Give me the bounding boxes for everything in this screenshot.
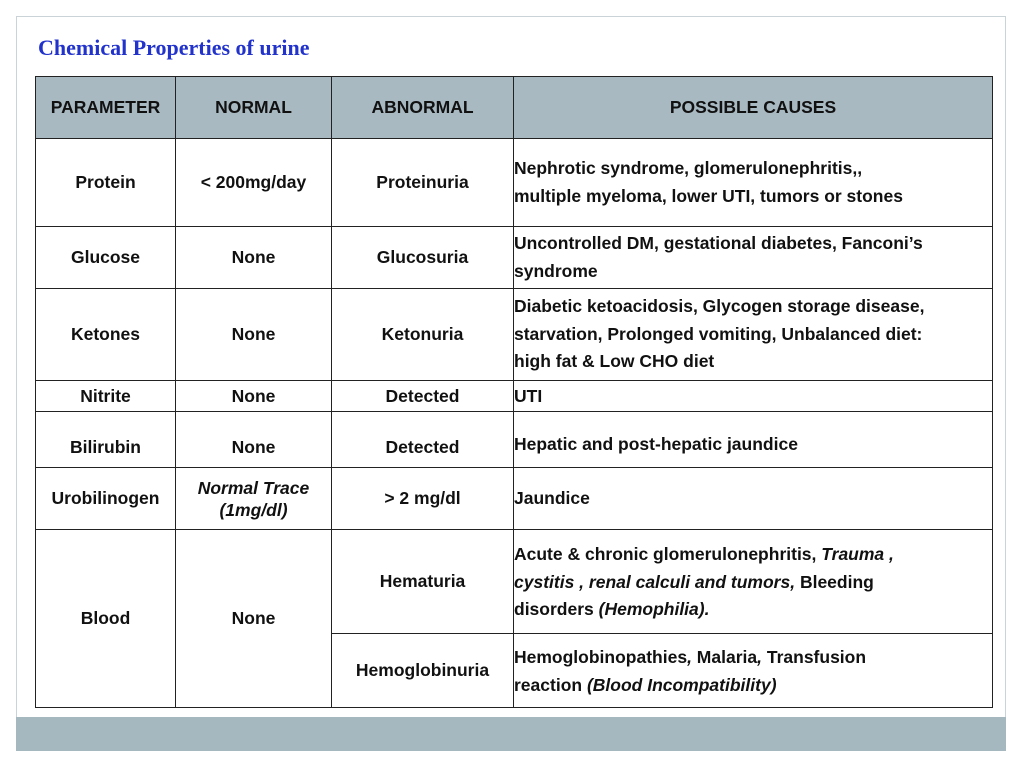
table-row-blood-hematuria	[36, 530, 993, 634]
param-protein: Protein	[36, 139, 176, 227]
causes-hematuria	[514, 530, 993, 634]
param-nitrite: Nitrite	[36, 381, 176, 412]
urine-properties-table	[35, 76, 993, 708]
table-row-bilirubin	[36, 412, 993, 468]
header-possible-causes: POSSIBLE CAUSES	[514, 77, 993, 139]
normal-protein: < 200mg/day	[176, 139, 332, 227]
cause-line: Nephrotic syndrome, glomerulonephritis,,	[514, 158, 863, 178]
abnormal-bilirubin: Detected	[332, 412, 514, 468]
normal-ketones: None	[176, 289, 332, 381]
cause-text-italic: ,	[757, 647, 762, 667]
causes-nitrite: UTI	[514, 381, 993, 412]
cause-text: Bleeding	[795, 571, 874, 592]
param-ketones: Ketones	[36, 289, 176, 381]
cause-text-italic: Trauma ,	[821, 544, 894, 565]
causes-ketones	[514, 289, 993, 381]
abnormal-hemoglobinuria: Hemoglobinuria	[332, 634, 514, 708]
cause-text-italic: (Hemophilia).	[598, 599, 710, 620]
cause-line	[514, 569, 992, 597]
normal-line: (1mg/dl)	[219, 499, 288, 520]
abnormal-urobilinogen: > 2 mg/dl	[332, 468, 514, 530]
header-abnormal: ABNORMAL	[332, 77, 514, 139]
cause-line	[514, 644, 992, 672]
normal-bilirubin: None	[176, 412, 332, 468]
cause-line: multiple myeloma, lower UTI, tumors or stones	[514, 185, 903, 206]
abnormal-protein: Proteinuria	[332, 139, 514, 227]
abnormal-ketones: Ketonuria	[332, 289, 514, 381]
table-row-protein	[36, 139, 993, 227]
cause-line: starvation, Prolonged vomiting, Unbalanced diet:	[514, 323, 923, 344]
cause-text: reaction	[514, 674, 587, 695]
table-row-glucose	[36, 227, 993, 289]
cause-line	[514, 672, 992, 700]
normal-line: Normal Trace	[197, 477, 310, 498]
causes-glucose	[514, 227, 993, 289]
cause-text-italic: ,	[687, 647, 692, 667]
param-glucose: Glucose	[36, 227, 176, 289]
cause-text-italic: (Blood Incompatibility)	[586, 674, 777, 695]
footer-band	[16, 717, 1006, 751]
header-normal: NORMAL	[176, 77, 332, 139]
param-bilirubin: Bilirubin	[36, 412, 176, 468]
causes-protein	[514, 139, 993, 227]
causes-urobilinogen: Jaundice	[514, 468, 993, 530]
abnormal-nitrite: Detected	[332, 381, 514, 412]
causes-bilirubin: Hepatic and post-hepatic jaundice	[514, 412, 993, 468]
param-urobilinogen: Urobilinogen	[36, 468, 176, 530]
cause-line: syndrome	[514, 260, 598, 281]
cause-text-italic: cystitis , renal calculi and tumors,	[514, 571, 796, 592]
abnormal-hematuria: Hematuria	[332, 530, 514, 634]
normal-blood: None	[176, 530, 332, 708]
page-title: Chemical Properties of urine	[38, 35, 310, 60]
cause-text: Malaria	[691, 647, 758, 667]
cause-text: disorders	[514, 599, 599, 620]
param-blood: Blood	[36, 530, 176, 708]
cause-line	[514, 541, 992, 569]
causes-hemoglobinuria	[514, 634, 993, 708]
normal-urobilinogen	[176, 468, 332, 530]
cause-text: Hemoglobinopathies	[514, 647, 688, 667]
normal-glucose: None	[176, 227, 332, 289]
cause-text: Acute & chronic glomerulonephritis,	[514, 544, 822, 565]
cause-line: Uncontrolled DM, gestational diabetes, Fanconi’s	[514, 233, 923, 253]
cause-text: Transfusion	[762, 647, 867, 667]
header-row	[36, 77, 993, 139]
header-parameter: PARAMETER	[36, 77, 176, 139]
abnormal-glucose: Glucosuria	[332, 227, 514, 289]
cause-line	[514, 596, 992, 624]
normal-nitrite: None	[176, 381, 332, 412]
table-row-urobilinogen	[36, 468, 993, 530]
cause-line: Diabetic ketoacidosis, Glycogen storage disease,	[514, 296, 925, 317]
table-row-ketones	[36, 289, 993, 381]
table-row-nitrite	[36, 381, 993, 412]
cause-line: high fat & Low CHO diet	[514, 351, 715, 372]
